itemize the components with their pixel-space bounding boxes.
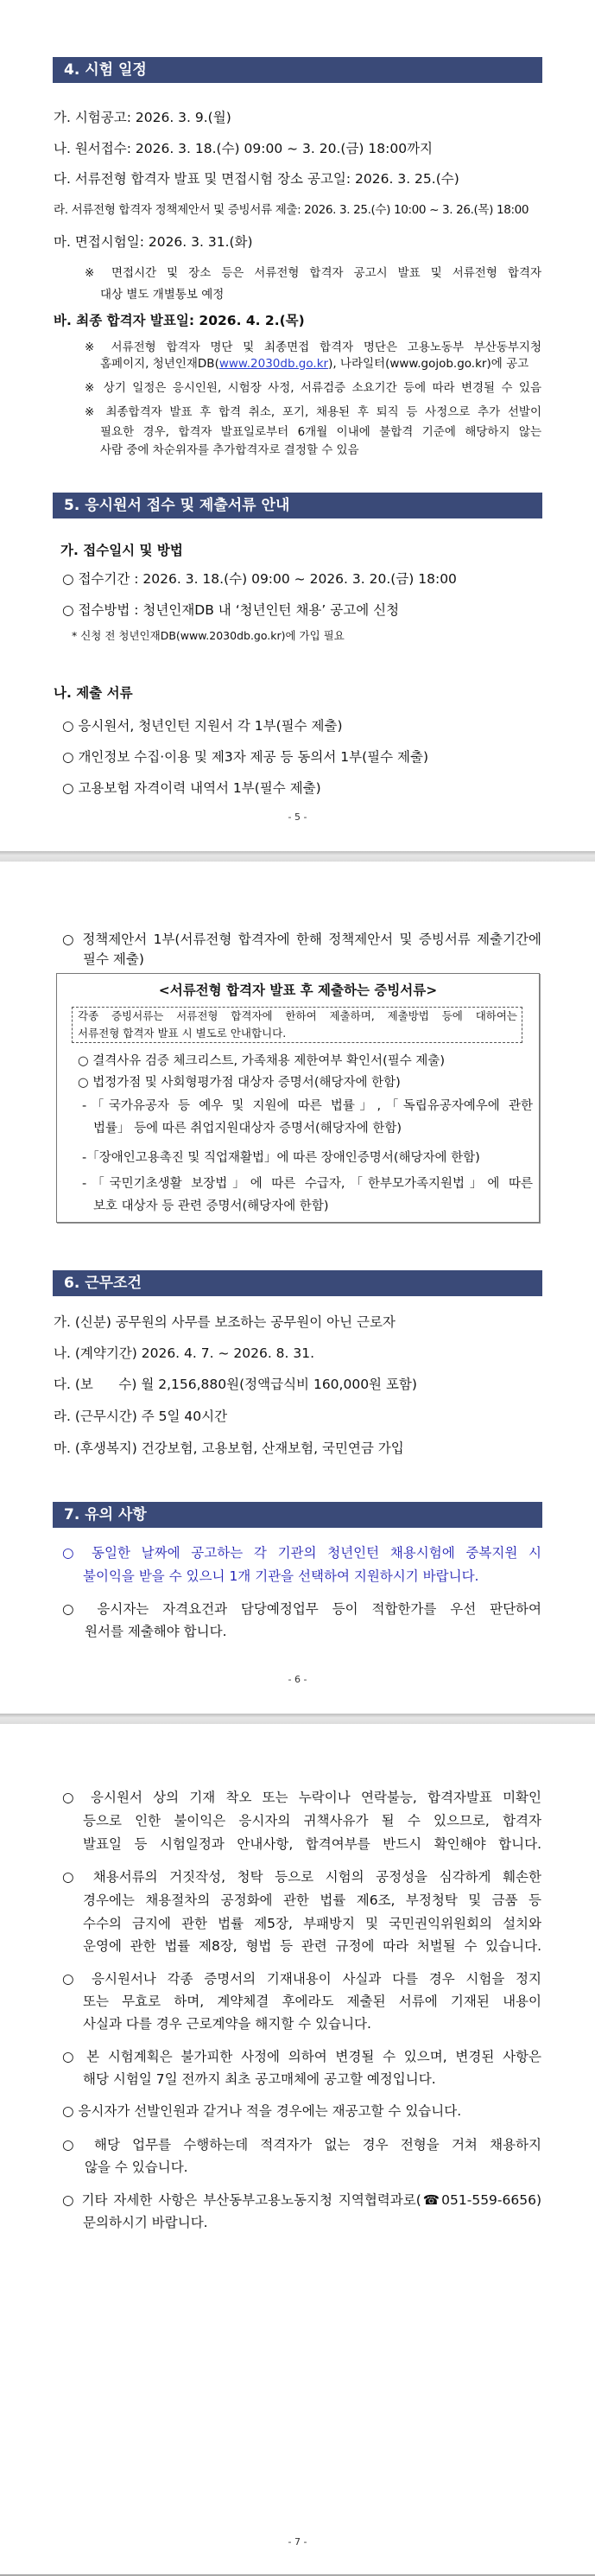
work-condition: 마. (후생복지) 건강보험, 고용보험, 산재보험, 국민연금 가입 bbox=[54, 1441, 404, 1456]
evidence-sub-item-cont: 보호 대상자 등 관련 증명서(해당자에 한함) bbox=[93, 1199, 329, 1213]
caution-item: ○ 응시원서 상의 기재 착오 또는 누락이나 연락불능, 합격자발표 미확인 bbox=[62, 1790, 541, 1805]
page-number: - 5 - bbox=[288, 811, 307, 823]
page-number: - 7 - bbox=[288, 2536, 307, 2547]
page-divider bbox=[0, 851, 595, 862]
work-condition: 라. (근무시간) 주 5일 40시간 bbox=[54, 1409, 228, 1424]
policy-proposal-item: ○ 정책제안서 1부(서류전형 합격자에 한해 정책제안서 및 증빙서류 제출기간에 bbox=[62, 932, 541, 947]
caution-item: ○ 본 시험계획은 불가피한 사정에 의하여 변경될 수 있으며, 변경된 사항은 bbox=[62, 2049, 541, 2064]
interview-note-cont: 대상 별도 개별통보 예정 bbox=[100, 288, 225, 302]
caution-item-cont: 발표일 등 시험일정과 안내사항, 합격여부를 반드시 확인해야 합니다. bbox=[83, 1836, 541, 1852]
final-note-1-cont bbox=[100, 355, 529, 372]
caution-item-highlight: ○ 동일한 날짜에 공고하는 각 기관의 청년인턴 채용시험에 중복지원 시 bbox=[62, 1545, 541, 1561]
evidence-item: ○ 결격사유 검증 체크리스트, 가족채용 제한여부 확인서(필수 제출) bbox=[78, 1054, 446, 1068]
contact-item-cont: 문의하시기 바랍니다. bbox=[83, 2215, 208, 2230]
policy-proposal-item-cont: 필수 제출) bbox=[83, 951, 144, 967]
caution-item-cont: 등으로 인한 불이익은 응시자의 귀책사유가 될 수 있으므로, 합격자 bbox=[83, 1813, 541, 1829]
caution-item-cont: 운영에 관한 법률 제8장, 형법 등 관련 규정에 따라 처벌될 수 있습니다. bbox=[83, 1938, 541, 1954]
caution-item-cont: 경우에는 채용절차의 공정화에 관한 법률 제6조, 부정청탁 및 금품 등 bbox=[83, 1892, 541, 1908]
final-note-1: ※ 서류전형 합격자 명단 및 최종면접 합격자 명단은 고용노동부 부산동부지청 bbox=[85, 340, 541, 354]
application-period: 나. 원서접수: 2026. 3. 18.(수) 09:00 ~ 3. 20.(금) 18:00까지 bbox=[54, 141, 434, 156]
caution-item-highlight-cont: 불이익을 받을 수 있으니 1개 기관을 선택하여 지원하시기 바랍니다. bbox=[83, 1568, 479, 1584]
exam-notice-date: 가. 시험공고: 2026. 3. 9.(월) bbox=[54, 110, 231, 125]
submission-method: ○ 접수방법 : 청년인재DB 내 ‘청년인턴 채용’ 공고에 신청 bbox=[62, 602, 400, 618]
caution-item-cont: 사실과 다를 경우 근로계약을 해지할 수 있습니다. bbox=[83, 2016, 371, 2032]
work-condition: 가. (신분) 공무원의 사무를 보조하는 공무원이 아닌 근로자 bbox=[54, 1314, 396, 1330]
caution-item-cont: 않을 수 있습니다. bbox=[85, 2159, 188, 2175]
evidence-item: ○ 법정가점 및 사회형평가점 대상자 증명서(해당자에 한함) bbox=[78, 1076, 401, 1090]
caution-item: ○ 해당 업무를 수행하는데 적격자가 없는 경우 전형을 거쳐 채용하지 bbox=[62, 2137, 541, 2153]
final-note-3-cont2: 사람 중에 차순위자를 추가합격자로 결정할 수 있음 bbox=[100, 443, 359, 457]
document-item: ○ 개인정보 수집·이용 및 제3자 제공 등 동의서 1부(필수 제출) bbox=[62, 749, 429, 765]
caution-item-cont: 또는 무효로 하며, 계약체결 후에라도 제출된 서류에 기재된 내용이 bbox=[83, 1994, 541, 2009]
final-note-2: ※ 상기 일정은 응시인원, 시험장 사정, 서류검증 소요기간 등에 따라 변경될 수 있음 bbox=[85, 381, 541, 395]
final-result-date: 바. 최종 합격자 발표일: 2026. 4. 2.(목) bbox=[54, 313, 305, 328]
caution-item-cont: 수수의 금지에 관한 법률 제5장, 부패방지 및 국민권익위원회의 설치와 bbox=[83, 1916, 541, 1931]
document-item: ○ 응시원서, 청년인턴 지원서 각 1부(필수 제출) bbox=[62, 718, 343, 734]
caution-item: ○ 응시자가 선발인원과 같거나 적을 경우에는 재공고할 수 있습니다. bbox=[62, 2103, 462, 2119]
work-condition: 나. (계약기간) 2026. 4. 7. ~ 2026. 8. 31. bbox=[54, 1345, 315, 1361]
evidence-notice: 각종 증빙서류는 서류전형 합격자에 한하여 제출하며, 제출방법 등에 대하여는 bbox=[78, 1009, 517, 1022]
evidence-sub-item: -「국가유공자 등 예우 및 지원에 따른 법률」,「독립유공자예우에 관한 bbox=[82, 1099, 533, 1113]
final-note-3-cont: 필요한 경우, 합격자 발표일로부터 6개월 이내에 불합격 기준에 해당하지 않는 bbox=[100, 425, 541, 439]
policy-proposal-submission: 라. 서류전형 합격자 정책제안서 및 증빙서류 제출: 2026. 3. 25.(수) 10:00 ~ 3. 26.(목) 18:00 bbox=[54, 203, 529, 217]
note-text: ), 나라일터(www.gojob.go.kr)에 공고 bbox=[328, 357, 529, 371]
submission-period: ○ 접수기간 : 2026. 3. 18.(수) 09:00 ~ 2026. 3. 20.(금) 18:00 bbox=[62, 571, 457, 587]
interview-note: ※ 면접시간 및 장소 등은 서류전형 합격자 공고시 발표 및 서류전형 합격자 bbox=[85, 266, 541, 280]
work-condition: 다. (보 수) 월 2,156,880원(정액급식비 160,000원 포함) bbox=[54, 1377, 417, 1392]
caution-item: ○ 채용서류의 거짓작성, 청탁 등으로 시험의 공정성을 심각하게 훼손한 bbox=[62, 1869, 541, 1885]
evidence-sub-item-cont: 법률」 등에 따른 취업지원대상자 증명서(해당자에 한함) bbox=[93, 1122, 402, 1135]
submission-method-heading: 가. 접수일시 및 방법 bbox=[60, 543, 183, 558]
section-5-header: 5. 응시원서 접수 및 제출서류 안내 bbox=[53, 493, 542, 518]
evidence-notice-cont: 서류전형 합격자 발표 시 별도로 안내합니다. bbox=[78, 1027, 287, 1040]
page-number: - 6 - bbox=[288, 1674, 307, 1685]
page-divider bbox=[0, 1714, 595, 1724]
evidence-sub-item: -「국민기초생활 보장법」에 따른 수급자,「한부모가족지원법」에 따른 bbox=[82, 1177, 533, 1191]
final-note-3: ※ 최종합격자 발표 후 합격 취소, 포기, 채용된 후 퇴직 등 사정으로 추가 선발이 bbox=[85, 405, 541, 419]
document-result-date: 다. 서류전형 합격자 발표 및 면접시험 장소 공고일: 2026. 3. 25.(수) bbox=[54, 171, 459, 187]
youth-db-link[interactable]: www.2030db.go.kr bbox=[218, 357, 329, 371]
caution-item: ○ 응시자는 자격요건과 담당예정업무 등이 적합한가를 우선 판단하여 bbox=[62, 1601, 541, 1617]
caution-item: ○ 응시원서나 각종 증명서의 기재내용이 사실과 다를 경우 시험을 정지 bbox=[62, 1971, 541, 1987]
evidence-sub-item: -「장애인고용촉진 및 직업재활법」에 따른 장애인증명서(해당자에 한함) bbox=[82, 1151, 480, 1165]
section-4-header: 4. 시험 일정 bbox=[53, 57, 542, 83]
section-6-header: 6. 근무조건 bbox=[53, 1270, 542, 1296]
caution-item-cont: 해당 시험일 7일 전까지 최초 공고매체에 공고할 예정입니다. bbox=[83, 2071, 436, 2087]
document-item: ○ 고용보험 자격이력 내역서 1부(필수 제출) bbox=[62, 780, 321, 796]
submission-note: * 신청 전 청년인재DB(www.2030db.go.kr)에 가입 필요 bbox=[72, 629, 345, 642]
contact-item: ○ 기타 자세한 사항은 부산동부고용노동지청 지역협력과로(☎051-559-6656) bbox=[62, 2192, 541, 2208]
note-text: 홈페이지, 청년인재DB( bbox=[100, 357, 219, 371]
evidence-box-title: <서류전형 합격자 발표 후 제출하는 증빙서류> bbox=[158, 983, 438, 998]
caution-item-cont: 원서를 제출해야 합니다. bbox=[85, 1624, 227, 1639]
section-7-header: 7. 유의 사항 bbox=[53, 1502, 542, 1528]
documents-heading: 나. 제출 서류 bbox=[54, 685, 133, 701]
interview-date: 마. 면접시험일: 2026. 3. 31.(화) bbox=[54, 234, 253, 250]
